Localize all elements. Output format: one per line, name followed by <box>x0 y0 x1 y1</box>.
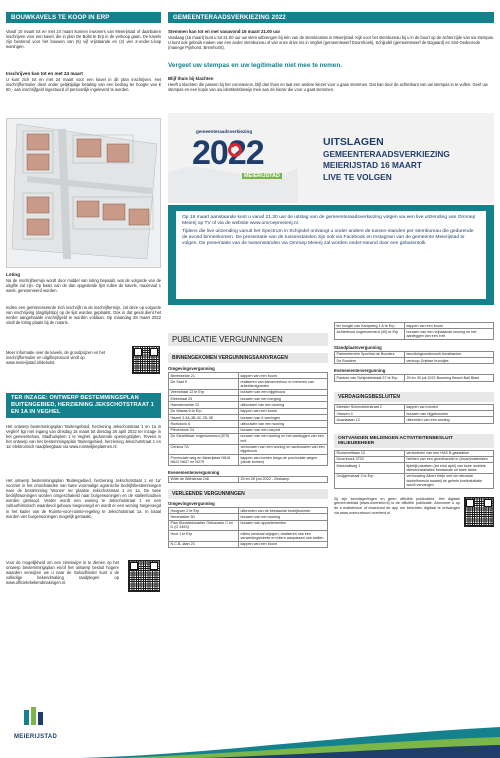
table-row <box>169 433 328 444</box>
verkiezing-h1: Stemmen kan tot en met vanavond 16 maart 21.00 uur <box>168 29 281 34</box>
location-cell: Achterblost ongenummerd (40) te Erp <box>335 329 405 340</box>
location-cell: Acaciaiaan 13 <box>335 417 405 423</box>
qr-code <box>132 346 160 374</box>
description-cell: realiseren van kamerverhuur en beheren van arbeidsmigranten <box>238 379 327 390</box>
banner-small-label: gemeenteraadsverkiezing <box>196 129 253 134</box>
description-cell: hebben van een grondhandel in (bouw)materialen <box>404 456 493 462</box>
location-cell: Provinciale weg en Meierijstad N618 N622 N637 en N279 <box>169 455 239 466</box>
description-cell: tijdelijk plaatsen (tot eind april) van twee mobiele afleverinstallaties bestaande uit twee tanks <box>404 463 493 474</box>
table-row <box>335 375 494 381</box>
location-cell: Hoogven 2 te Erp <box>169 508 239 514</box>
location-cell: Hool 1 te Erp <box>169 531 239 542</box>
location-cell: N.C.B.-laan 23 <box>169 541 239 547</box>
table-row <box>169 520 328 531</box>
logo-text: MEIERIJSTAD <box>14 734 58 740</box>
table-row <box>335 463 494 474</box>
bouwkavels-p2: U kunt zich tot en met 24 maart voor een kavel in dit plan inschrijven. Het inschrijfformulier dient onder gelijktijdige betaling van een bedrag ter hoogte van € 50,- aan inschrijfgeld ingestuurd of persoonlijk ingeleverd te worden. <box>6 77 161 93</box>
location-cell: Plan Kloosterkwartier Gebouwen C en D (G 3453) <box>169 520 239 531</box>
description-cell: uitbreiden van een woning <box>404 417 493 423</box>
verdagings-header: VERDAGINGSBESLUITEN <box>334 392 494 402</box>
description-cell: uitbreiden van de bestaande bedrijfsruimte <box>238 508 327 514</box>
location-cell: Pleverdonk 24 <box>169 427 239 433</box>
description-cell: 29 en 30 juli 2022 Booming Beach Ball Blast <box>404 375 493 381</box>
verkiezing-p2: Heeft u klachten die passen bij het coronavirus, blijf dan thuis en laat een andere kiezer voor u gaan stemmen. Dat kan door de achterkant van uw stempas in te vullen. Geef uw stempas en een kopie van uw identiteitsbewijs mee aan de kiezer die voor u gaat stemmen. <box>168 82 488 93</box>
bouwkavels-title: BOUWKAVELS TE KOOP IN ERP <box>6 12 161 23</box>
ingekomen-section <box>168 364 328 548</box>
omgeving-label-2: Omgevingsvergunning <box>168 501 215 507</box>
evenement2-label: Evenementenvergunning <box>334 368 386 374</box>
description-cell: verkoop Griekse broodjes <box>404 358 493 364</box>
uitslagen-banner <box>168 113 494 203</box>
bottom-wave-decoration <box>0 725 500 758</box>
location-cell: Vlaxven 4 <box>335 411 405 417</box>
location-cell: De Stad 9 <box>169 379 239 390</box>
table-row <box>335 358 494 364</box>
location-cell: Herenakker 50 <box>169 514 239 520</box>
location-cell: Pastoor van Schijndelstraat 37 te Erp <box>335 375 405 381</box>
banner-year: 2022 <box>192 134 264 172</box>
table-row <box>335 417 494 423</box>
description-cell: uitbouwen van een woning <box>238 421 327 427</box>
bouwkavels-p5: Meer informatie over de kavels, de grondprijzen en het inschrijfformulier en uitgifteprotocol vindt op www.meierijstad.nl/debolst. <box>6 350 105 366</box>
ballot-check-icon <box>228 143 242 157</box>
description-cell: kappen van een boom <box>238 408 327 414</box>
location-cell: Rooseveltlaan 10 <box>335 450 405 456</box>
location-cell: Meester Schendelerstraat 2 <box>335 404 405 410</box>
banner-line1: UITSLAGEN <box>323 136 384 148</box>
uitslag-box <box>168 205 494 305</box>
location-cell: Marshallweg 1 <box>335 463 405 474</box>
table-row <box>335 329 494 340</box>
right-subcolumn <box>334 322 494 527</box>
description-cell: veranderen van een HAS B gasstation <box>404 450 493 456</box>
description-cell: bouwen van een woning en het aanleggen van een inrit <box>238 433 327 444</box>
ontvangen-header: ONTVANGEN MELDINGEN ACTIVITEITENBESLUIT MILIEUBEHEER <box>334 434 494 448</box>
evenement2-table <box>334 374 494 381</box>
loting-p4: Indien een geïnteresseerde zich inschrijft na de inschrijftermijn, zal deze op volgorde van inschrijving (dag/tijdstip) op de lijst worden geplaatst. Ook in dat geval dient het eerder aangehaalde inschrijfgeld te worden voldaan. Op maandag 28 maart 2022 vindt de loting plaats bij de notaris. <box>6 305 161 326</box>
ontvangen-table <box>334 450 494 489</box>
description-cell: bouwen van appartementen <box>238 520 327 531</box>
qr-code <box>128 560 160 592</box>
description-cell: bouwen van een vrijstaande woning en het aanleggen van een inrit <box>404 329 493 340</box>
qr-code <box>464 497 494 527</box>
location-cell: Beverweide 21 <box>169 373 239 379</box>
location-cell: Roekdonk 6 <box>169 421 239 427</box>
description-cell: bouwen van een bijgebouw <box>238 389 327 395</box>
standplaats-table <box>334 351 494 365</box>
verkiezing-title: GEMEENTERAADSVERKIEZING 2022 <box>168 12 494 23</box>
ter-inzage-p3: Voor de mogelijkheid om een zienswijze in te dienen op het ontwerp bestemmingsplan en/of het ontwerp besluit hogere waarden verwijzen we u naar de Geluidhinder kunt u de volledige bekendmaking raadplegen op www.officielebekendmakingen.nl. <box>6 560 119 586</box>
location-cell: De Bunders <box>335 358 405 364</box>
banner-line3: MEIERIJSTAD 16 MAART <box>323 160 422 170</box>
verleende-table-continued <box>334 322 494 340</box>
description-cell: kappen van een boom <box>238 373 327 379</box>
description-cell: bouwen van een carport <box>238 427 327 433</box>
description-cell: kappen van een boom <box>238 541 327 547</box>
description-cell: verbouwen van een woning en aanbouwen van een bijgebouw <box>238 444 327 455</box>
loting-p3: Na de inschrijftermijn wordt door middel van loting bepaald, wat de volgorde van de uitgifte zal zijn. Op basis van de dan opgestelde lijst zullen de kavels, maximaal 1 week, gereserveerd worden. <box>6 278 161 294</box>
ter-inzage-title: TER INZAGE: ONTWERP BESTEMMINGSPLAN BUITENGEBIED, HERZIENING JEKSCHOTSTRAAT 1 EN 1A IN VEGHEL <box>6 393 161 418</box>
omgeving-label: Omgevingsvergunning <box>168 366 215 371</box>
verkiezing-highlight: Vergeet uw stempas en uw legitimatie niet mee te nemen. <box>168 62 343 69</box>
description-cell: milieu neutraal wijzigen, realiseren van een verwerkingsruimte en intern aanpassen van stallen <box>238 531 327 542</box>
location-cell: Cruijgenstraat 3 te Erp <box>335 473 405 488</box>
loting-heading: Loting <box>6 272 21 277</box>
description-cell: bevolkingsonderzoek borstkanker <box>404 351 493 357</box>
location-cell: Witte de Withstraat 248 <box>169 476 239 482</box>
ingekomen-header: BINNENGEKOMEN VERGUNNINGSAANVRAGEN <box>168 353 328 363</box>
evenement-table <box>168 476 328 483</box>
table-row <box>169 476 328 482</box>
bouwkavels-h2: Inschrijven kan tot en met 24 maart <box>6 71 83 76</box>
ter-inzage-p1: Het ontwerp bestemmingsplan 'Buitengebied, herziening Jekschotstraat 1 en 1a in Veghel' ligt met ingang van dinsdag 15 maart tot dinsdag 26 april 2022 ter inzage in het gemeentehuis, Stadhuisplein 1 te Veghel, gedurende openingstijden. Tevens is het ontwerp van het bestemmingsplan 'Buitengebied, herziening Jekschotstraat 1 en 1a' elektronisch raadpleegbaar via www.ruimtelijkeplannen.nl. <box>6 424 161 450</box>
publicatie-title: PUBLICATIE VERGUNNINGEN <box>168 333 328 346</box>
description-cell: 25 en 26 juni 2022 - Zeskamp <box>238 476 327 482</box>
footer-note: Zij zijn kennisgevingen en geen officiële publicaties. Het digitale gemeenteblad (www.overheid.nl) is de officiële publicatie. Abonneer u op de e-mailservice of download de app om berichten digitaal te ontvangen via www.overuurbuurt.overheid.nl. <box>334 496 460 515</box>
evenement-label: Evenementenvergunning <box>168 469 220 475</box>
location-cell: Corsica 7A <box>169 444 239 455</box>
description-cell: kappen van bomen langs de provinciale wegen (diode bomen) <box>238 455 327 466</box>
verkiezing-p1: Vandaag (16 maart) kunt u tot 21.00 uur uw stem uitbrengen bij één van de stemlocaties in Meierijstad. Kijk voor het stembureau bij u in de buurt op de achterzijde van uw stempas. U kunt ook gebruik maken van een ander stembureau of van onze drive ins in Veghel (gemeentewerf Doornhoek), Schijndel (gemeentewerf de Bogaard) en Sint-Oedenrode (manege Pijnhorst, Bremhorst). <box>168 35 495 51</box>
location-cell: Doornhoek 3720 <box>335 456 405 462</box>
verdagings-table <box>334 404 494 424</box>
verkiezing-h2: Blijf thuis bij klachten <box>168 76 214 81</box>
verleende-table <box>168 507 328 548</box>
description-cell: bouwen van 6 woningen <box>238 415 327 421</box>
table-row <box>169 541 328 547</box>
location-cell: De Wasaa 6 te Erp <box>169 408 239 414</box>
location-cell: Hazelt 3-3A-3B-3C-3D-3E <box>169 415 239 421</box>
description-cell: verbouwing Albert Heijn met de nieuwste winkelformule waarbij de gehele koelinstallatie wordt vervangen <box>404 473 493 488</box>
ter-inzage-p2: Het ontwerp bestemmingsplan 'Buitengebied, herziening Jekschotstraat 1 en 1a' voorziet in het omschakelen van twee voormalige agrarische bedrijfsbestemmingen naar de bestemming 'Wonen' ter plaatse Jekschotstraat 1 en 1a. De twee bedrijfswoningen worden omgeschakeld naar burgerwoningen en de stallenfoodsen worden gesloopt. Verder wordt een woning te Jekschotstraat 1 en een cultuurhistorisch waardevol gebouw toegevoegd en wordt er een woning toegevoegd in het kader van de Ruimte-voor-ruimte-regeling te Jekschotstraat 1a. In totaal worden vier burgerwoningen mogelijk gemaakt. <box>6 478 161 519</box>
description-cell: bouwen van een woning <box>238 514 327 520</box>
location-cell: Veenstraat 12 te Erp <box>169 389 239 395</box>
banner-line2: GEMEENTERAADSVERKIEZING <box>323 149 450 159</box>
verleende-header: VERLEENDE VERGUNNINGEN <box>168 489 328 499</box>
uitslag-p1: Op 16 maart aanstaande kunt u vanaf 21.30 uur de uitslag van de gemeenteraadsverkiezing volgen via een live uitzending van Omroep Meierij op TV of via de website www.omroepmeierij.nl. <box>182 215 476 226</box>
table-row <box>169 531 328 542</box>
location-cell: ter hoogte van Kampweg 1 A te Erp <box>335 323 405 329</box>
uitslag-p2: Tijdens die live uitzending vanuit het Spectrum in Schijndel ontvangt u onder andere de tussen-standen per stembureau die gedurende de avond binnenkomen. De presentatie van de tussenstanden zijn ook via Facebook en Instagram van de gemeente Meierijstad te volgen. De presentatie van de tussenstanden via Omroep Meierij zal worden onder-steund door een gebarentolk. <box>182 229 474 246</box>
banner-line4: LIVE TE VOLGEN <box>323 172 392 182</box>
description-cell: bouwen van een berging <box>238 396 327 402</box>
table-row <box>335 473 494 488</box>
description-cell: kappen van bomen <box>404 404 493 410</box>
bouwkavels-p1: Vanaf 10 maart tot en met 24 maart kunnen inwoners van Meierijstad of daarbuiten inschrijven voor een kavel, die in plan De Bolst te Erp in de verkoop gaan. De kavels zijn bestemd voor het bouwen van (5) vijf vrijstaande en (4) vier 2-onder-1-kap woningen. <box>6 29 161 50</box>
site-plan-map <box>6 118 161 268</box>
table-row <box>169 444 328 455</box>
description-cell: bouwen van bijgebouwen <box>404 411 493 417</box>
description-cell: kappen van een boom <box>404 323 493 329</box>
location-cell: Elbestraat 25 <box>169 396 239 402</box>
ingekomen-table <box>168 372 328 466</box>
location-cell: Parkeerterrein Sporthal de Bunders <box>335 351 405 357</box>
location-cell: Hamsterweide 22 <box>169 402 239 408</box>
standplaats-label: Standplaatsvergunning <box>334 344 382 350</box>
table-row <box>169 455 328 466</box>
description-cell: uitbouwen van een woning <box>238 402 327 408</box>
table-row <box>169 379 328 390</box>
location-cell: De Schelfelaar ongenummerd (579) <box>169 433 239 444</box>
banner-brand: MEIERIJSTAD <box>244 173 280 179</box>
